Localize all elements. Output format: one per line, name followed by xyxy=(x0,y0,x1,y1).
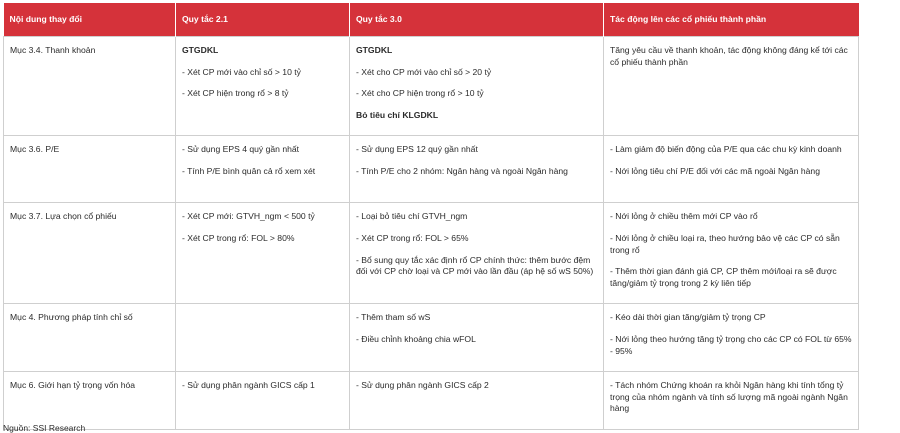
cell-line: - Sử dụng phân ngành GICS cấp 2 xyxy=(356,380,489,391)
cell-line: Tăng yêu cầu về thanh khoản, tác động không đáng kể tới các cổ phiếu thành phần xyxy=(610,45,848,67)
cell-rule21 xyxy=(176,372,350,430)
table-header xyxy=(4,3,859,37)
cell-impact xyxy=(604,203,859,304)
header-content-changes: Nội dung thay đổi xyxy=(4,3,176,37)
cell-line: - Sử dụng EPS 4 quý gần nhất xyxy=(182,144,300,155)
header-rule-2-1: Quy tắc 2.1 xyxy=(176,3,350,37)
cell-item: Mục 3.4. Thanh khoản xyxy=(4,37,176,136)
cell-line: Bỏ tiêu chí KLGDKL xyxy=(356,109,439,120)
cell-rule30 xyxy=(350,136,604,203)
cell-line: - Xét CP mới: GTVH_ngm < 500 tỷ xyxy=(182,211,315,222)
cell-line: GTGDKL xyxy=(356,45,393,55)
cell-line: - Tính P/E bình quân cả rổ xem xét xyxy=(182,165,316,176)
cell-item: Mục 4. Phương pháp tính chỉ số xyxy=(4,304,176,372)
table-row xyxy=(4,136,859,203)
cell-rule21 xyxy=(176,304,350,372)
table-row xyxy=(4,304,859,372)
cell-line: - Nới lỏng ở chiều loại ra, theo hướng bảo vệ các CP có sẵn trong rổ xyxy=(610,232,840,255)
table-body xyxy=(4,37,859,430)
cell-line: - Nới lỏng theo hướng tăng tỷ trọng cho các CP có FOL từ 65% - 95% xyxy=(610,333,852,356)
cell-line: - Xét CP trong rổ: FOL > 80% xyxy=(182,232,295,243)
cell-rule30 xyxy=(350,304,604,372)
cell-line: - Thêm tham số wS xyxy=(356,312,431,323)
cell-line: - Điều chỉnh khoảng chia wFOL xyxy=(356,333,476,344)
cell-line: GTGDKL xyxy=(182,45,219,55)
cell-line: - Xét CP hiện trong rổ > 8 tỷ xyxy=(182,88,289,99)
table-row xyxy=(4,372,859,430)
cell-line: - Nới lỏng tiêu chí P/E đối với các mã ngoài Ngân hàng xyxy=(610,165,820,176)
cell-item: Mục 3.6. P/E xyxy=(4,136,176,203)
table-row xyxy=(4,37,859,136)
cell-line: - Tách nhóm Chứng khoán ra khỏi Ngân hàng khi tính tổng tỷ trọng của nhóm ngành và tính số lượng mã ngoài ngành Ngân hàng xyxy=(610,380,848,414)
cell-rule21 xyxy=(176,203,350,304)
cell-line: - Tính P/E cho 2 nhóm: Ngân hàng và ngoài Ngân hàng xyxy=(356,165,568,176)
header-row xyxy=(4,3,859,37)
cell-line: - Xét CP trong rổ: FOL > 65% xyxy=(356,232,469,243)
cell-rule30 xyxy=(350,203,604,304)
cell-line: - Bổ sung quy tắc xác định rổ CP chính thức: thêm bước đệm đối với CP chờ loại và CP mới vào lần đầu (áp hệ số wS 50%) xyxy=(356,254,594,277)
cell-line: - Xét CP mới vào chỉ số > 10 tỷ xyxy=(182,66,301,77)
cell-line: - Nới lỏng ở chiều thêm mới CP vào rổ xyxy=(610,211,758,222)
cell-item: Mục 3.7. Lựa chọn cổ phiếu xyxy=(4,203,176,304)
cell-line: - Sử dụng EPS 12 quý gần nhất xyxy=(356,144,478,155)
cell-line: - Thêm thời gian đánh giá CP, CP thêm mới/loại ra sẽ được tăng/giảm tỷ trọng trong 2 kỳ liên tiếp xyxy=(610,266,837,288)
cell-rule21 xyxy=(176,37,350,136)
cell-line: - Loại bỏ tiêu chí GTVH_ngm xyxy=(356,211,468,222)
source-note: Nguồn: SSI Research xyxy=(3,423,86,433)
cell-line: - Kéo dài thời gian tăng/giảm tỷ trọng CP xyxy=(610,312,766,323)
cell-impact xyxy=(604,136,859,203)
cell-rule21 xyxy=(176,136,350,203)
cell-impact xyxy=(604,37,859,136)
cell-item: Mục 6. Giới hạn tỷ trọng vốn hóa xyxy=(4,372,176,430)
cell-line: - Xét cho CP hiện trong rổ > 10 tỷ xyxy=(356,88,484,99)
table-row xyxy=(4,203,859,304)
cell-rule30 xyxy=(350,372,604,430)
cell-line: - Làm giảm độ biến động của P/E qua các chu kỳ kinh doanh xyxy=(610,144,842,155)
cell-line: - Xét cho CP mới vào chỉ số > 20 tỷ xyxy=(356,66,492,77)
cell-impact xyxy=(604,372,859,430)
cell-impact xyxy=(604,304,859,372)
comparison-table xyxy=(3,3,859,430)
cell-rule30 xyxy=(350,37,604,136)
header-rule-3-0: Quy tắc 3.0 xyxy=(350,3,604,37)
cell-line: - Sử dụng phân ngành GICS cấp 1 xyxy=(182,380,315,391)
header-impact: Tác động lên các cổ phiếu thành phần xyxy=(604,3,859,37)
